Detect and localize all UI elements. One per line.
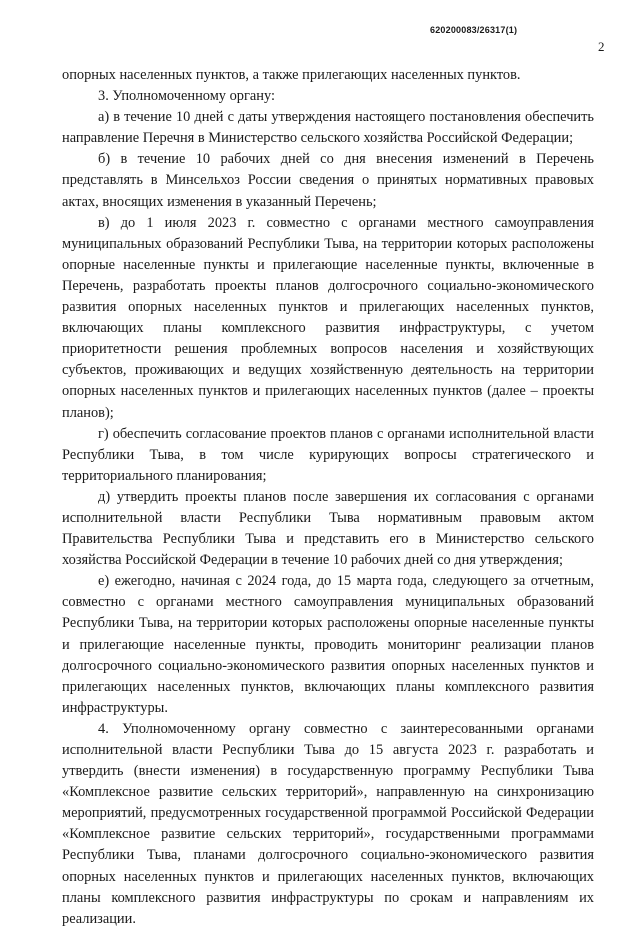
- paragraph-continuation: опорных населенных пунктов, а также прилегающих населенных пунктов.: [62, 67, 521, 83]
- paragraph-item-3g: г) обеспечить согласование проектов планов с органами исполнительной власти Республики Тыва, в том числе курирующих вопросы стратегического и территориального планирования;: [62, 425, 594, 484]
- paragraph-item-3e: е) ежегодно, начиная с 2024 года, до 15 марта года, следующего за отчетным, совместно с органами местного самоуправления муниципальных образований Республики Тыва, на территории которых расположены опорные населенные пункты и прилегающие населенные пункты, проводить мониторинг реализации планов долгосрочного социально-экономического развития опорных населенных пунктов и прилегающих населенных пунктов, включающих планы комплексного развития инфраструктуры.: [62, 573, 594, 716]
- paragraph-item-4: 4. Уполномоченному органу совместно с заинтересованными органами исполнительной власти Республики Тыва до 15 августа 2023 г. разработать и утвердить (внести изменения) в государственную программу Республики Тыва «Комплексное развитие сельских территорий», направленную на синхронизацию мероприятий, предусмотренных государственной программой Российской Федерации «Комплексное развитие сельских территорий», государственными программами Республики Тыва, планами долгосрочного социально-экономического развития опорных населенных пунктов и прилегающих населенных пунктов, включающих планы комплексного развития инфраструктуры по срокам и направлениям их реализации.: [62, 720, 594, 927]
- paragraph-item-3v: в) до 1 июля 2023 г. совместно с органами местного самоуправления муниципальных образований Республики Тыва, на территории которых расположены опорные населенные пункты и прилегающие населенные пункты, включенные в Перечень, разработать проекты планов долгосрочного социально-экономического развития опорных населенных пунктов и прилегающих населенных пунктов, включающих планы комплексного развития инфраструктуры, с учетом приоритетности решения проблемных вопросов населения и хозяйствующих субъектов, проживающих и ведущих хозяйственную деятельность на территории опорных населенных пунктов и прилегающих населенных пунктов (далее – проекты планов);: [62, 214, 594, 421]
- document-code: 620200083/26317(1): [430, 25, 518, 35]
- paragraph-item-3d: д) утвердить проекты планов после завершения их согласования с органами исполнительной власти Республики Тыва нормативным правовым актом Правительства Республики Тыва и представить его в Министерство сельского хозяйства Российской Федерации в течение 10 рабочих дней со дня утверждения;: [62, 488, 594, 569]
- paragraph-item-3: 3. Уполномоченному органу:: [98, 88, 275, 105]
- paragraph-item-3a: а) в течение 10 дней с даты утверждения настоящего постановления обеспечить направление Перечня в Министерство сельского хозяйства Российской Федерации;: [62, 109, 594, 147]
- page-number: 2: [598, 39, 605, 54]
- document-body: [62, 65, 594, 930]
- paragraph-item-3b: б) в течение 10 рабочих дней со дня внесения изменений в Перечень представлять в Минсельхоз России сведения о принятых нормативных правовых актах, вносящих изменения в указанный Перечень;: [62, 151, 594, 210]
